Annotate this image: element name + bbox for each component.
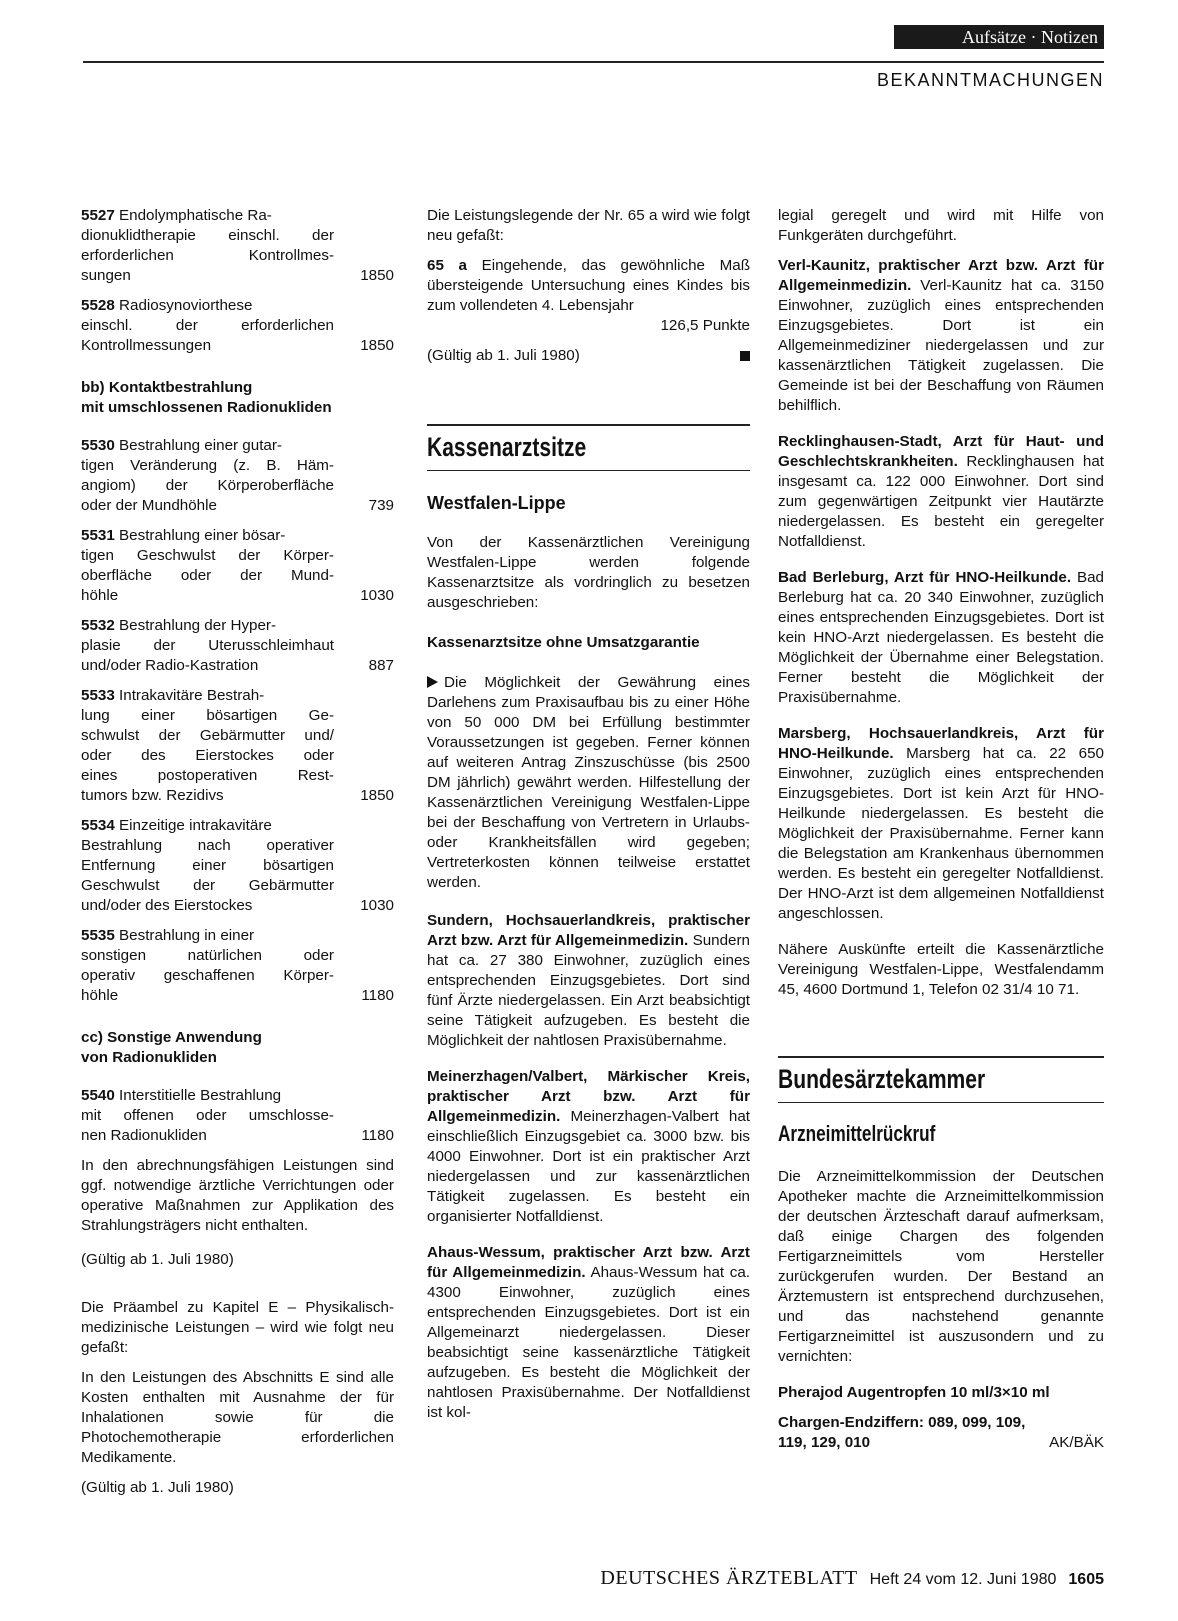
journal-name: DEUTSCHES ÄRZTEBLATT xyxy=(600,1567,858,1589)
entry-number: 5534 xyxy=(81,817,115,834)
entry-fee-value: 1180 xyxy=(361,987,394,1004)
entry-first-line xyxy=(81,686,394,706)
listing-text: Sundern hat ca. 27 380 Einwohner, zuzüglich eines entsprechenden Einzugsgebietes. Dort sind fünf Ärzte niedergelassen. Ein Arzt beabsichtigt seine Tätigkeit aufzugeben. Es besteht die Möglichkeit der nahtlosen Praxisübernahme. xyxy=(427,932,750,1049)
listing-paragraph xyxy=(427,911,750,1051)
heading-rule xyxy=(427,470,750,471)
listing-lead: Recklinghausen-Stadt, Arzt für Haut- und Geschlechtskrankheiten. xyxy=(778,433,1104,470)
entry-text-line: lung einer bösartigen Ge- xyxy=(81,707,334,724)
entry-text-line: sonstigen natürlichen oder xyxy=(81,947,334,964)
entry-text-line: angiom) der Körperoberfläche xyxy=(81,477,334,494)
entry-first-line xyxy=(81,1086,394,1106)
entry-text-line: erforderlichen Kontrollmes- xyxy=(81,247,334,264)
entry-last-row xyxy=(81,986,394,1006)
section-badge: Aufsätze · Notizen xyxy=(894,25,1104,49)
listing-paragraph xyxy=(778,432,1104,552)
listing-paragraph xyxy=(427,1243,750,1423)
listing-text: Marsberg hat ca. 22 650 Einwohner, zuzüglich eines entsprechenden Einzugsgebietes. Dort ist kein Arzt für HNO-Heilkunde niedergelassen. Es besteht die Möglichkeit der Praxisübernahme. Ferner kann die Belegstation am Krankenhaus übernommen werden. Es besteht ein geregelter Notfalldienst. Der HNO-Arzt ist dem allgemeinen Notfalldienst angeschlossen. xyxy=(778,745,1104,922)
entry-fee-value: 1030 xyxy=(360,587,394,604)
entry-value: 126,5 Punkte xyxy=(660,317,750,334)
column-2 xyxy=(427,206,750,1439)
entry-text: tumors bzw. Rezidivs xyxy=(81,787,224,804)
body-paragraph: legial geregelt und wird mit Hilfe von Funkgeräten durchgeführt. xyxy=(778,207,1104,244)
entry-text: nen Radionukliden xyxy=(81,1127,207,1144)
body-paragraph: In den abrechnungsfähigen Leistungen sind ggf. notwendige ärztliche Verrichtungen oder operative Maßnahmen zur Applikation des Strahlungsträgers nicht enthalten. xyxy=(81,1157,394,1234)
subhead-bb: bb) Kontaktbestrahlung mit umschlossenen Radionukliden xyxy=(81,379,332,416)
heading-bundesaerztekammer: Bundesärztekammer xyxy=(778,1064,986,1094)
signature: AK/BÄK xyxy=(1049,1434,1104,1451)
fee-entry xyxy=(81,296,394,356)
entry-number: 5540 xyxy=(81,1087,115,1104)
body-paragraph: In den Leistungen des Abschnitts E sind alle Kosten enthalten mit Ausnahme der für Inhalationen sowie für die Photochemotherapie erforderlichen Medikamente. xyxy=(81,1369,394,1466)
entry-first-line xyxy=(81,206,394,226)
entry-last-row xyxy=(81,496,394,516)
entry-text-line: Geschwulst der Gebärmutter xyxy=(81,877,334,894)
subhead-ohne-umsatzgarantie: Kassenarztsitze ohne Umsatzgarantie xyxy=(427,634,700,651)
validity-note: (Gültig ab 1. Juli 1980) xyxy=(81,1479,234,1496)
triangle-arrow-icon xyxy=(427,676,438,688)
listing-lead: Sundern, Hochsauerlandkreis, praktischer Arzt bzw. Arzt für Allgemeinmedizin. xyxy=(427,912,750,949)
entry-first-line xyxy=(81,526,394,546)
entry-text-line: mit offenen oder umschlosse- xyxy=(81,1107,334,1124)
validity-note: (Gültig ab 1. Juli 1980) xyxy=(81,1251,234,1268)
entry-first-line xyxy=(81,616,394,636)
page-footer xyxy=(470,1567,1104,1590)
entry-text: höhle xyxy=(81,587,119,604)
entry-last-row xyxy=(81,896,394,916)
entry-text-line: operativ geschaffenen Körper- xyxy=(81,967,334,984)
entry-number: 5533 xyxy=(81,687,115,704)
entry-text: Kontrollmessungen xyxy=(81,337,212,354)
entry-text: Bestrahlung der Hyper- xyxy=(119,617,277,634)
entry-text: Bestrahlung einer gutar- xyxy=(119,437,282,454)
fee-entry xyxy=(81,816,394,916)
entry-last-row xyxy=(81,786,394,806)
entry-fee-value: 739 xyxy=(368,497,394,514)
entry-text-line: Bestrahlung nach operativer xyxy=(81,837,334,854)
validity-row xyxy=(427,346,750,366)
entry-number: 5532 xyxy=(81,617,115,634)
body-paragraph: Die Leistungslegende der Nr. 65 a wird wie folgt neu gefaßt: xyxy=(427,207,750,244)
fee-entries-group-c xyxy=(81,1086,394,1146)
entry-text-line: eines postoperativen Rest- xyxy=(81,767,334,784)
entry-text: sungen xyxy=(81,267,131,284)
listing-lead: Ahaus-Wessum, praktischer Arzt bzw. Arzt für Allgemeinmedizin. xyxy=(427,1244,750,1281)
listing-lead: Bad Berleburg, Arzt für HNO-Heilkunde. xyxy=(778,569,1072,586)
body-paragraph: Die Arzneimittelkommission der Deutschen Apotheker machte die Arzneimittelkommission der deutschen Ärzteschaft darauf aufmerksam, daß einige Chargen des folgenden Fertigarzneimittels vom Hersteller zurückgerufen wurden. Der Bestand an Ärztemustern ist entsprechend durchzusehen, und das nachstehend genannte Fertigarzneimittel ist auszusondern und zu vernichten: xyxy=(778,1168,1104,1365)
listing-lead: Marsberg, Hochsauerlandkreis, Arzt für HNO-Heilkunde. xyxy=(778,725,1104,762)
fee-entries-group-a xyxy=(81,206,394,356)
column-3 xyxy=(778,206,1104,1453)
entry-text-line: Entfernung einer bösartigen xyxy=(81,857,334,874)
listing-paragraph xyxy=(778,724,1104,924)
entry-number: 5527 xyxy=(81,207,115,224)
fee-entry xyxy=(81,526,394,606)
listing-text: Recklinghausen hat insgesamt ca. 122 000 Einwohner. Dort sind zum gegenwärtigen Zeitpunkt vier Hautärzte niedergelassen. Es besteht ein geregelter Notfalldienst. xyxy=(778,453,1104,550)
entry-text: und/oder des Eierstockes xyxy=(81,897,253,914)
page-number: 1605 xyxy=(1068,1571,1104,1588)
column-1 xyxy=(81,206,394,1508)
end-mark-icon xyxy=(740,351,750,361)
entry-number: 5530 xyxy=(81,437,115,454)
listing-paragraph xyxy=(778,256,1104,416)
batches-line: Chargen-Endziffern: 089, 099, 109, 119, 129, 010 xyxy=(778,1414,1026,1451)
listing-lead: Verl-Kaunitz, praktischer Arzt bzw. Arzt für Allgemeinmedizin. xyxy=(778,257,1104,294)
header-rule xyxy=(83,61,1104,63)
entry-text: Intrakavitäre Bestrah- xyxy=(119,687,265,704)
listings xyxy=(778,256,1104,924)
entry-text: Bestrahlung in einer xyxy=(119,927,255,944)
heading-rule xyxy=(427,424,750,426)
entry-text-line: einschl. der erforderlichen xyxy=(81,317,334,334)
entry-last-row xyxy=(81,336,394,356)
entry-text: Radiosynoviorthese xyxy=(119,297,253,314)
entry-text: oder der Mundhöhle xyxy=(81,497,217,514)
entry-last-row xyxy=(81,656,394,676)
fee-entry-65a xyxy=(427,256,750,336)
fee-entry xyxy=(81,616,394,676)
entry-text: Bestrahlung einer bösar- xyxy=(119,527,286,544)
entry-text-line: tigen Veränderung (z. B. Häm- xyxy=(81,457,334,474)
issue-info: Heft 24 vom 12. Juni 1980 xyxy=(869,1571,1057,1588)
entry-text: Interstitielle Bestrahlung xyxy=(119,1087,282,1104)
notice-paragraph: Die Möglichkeit der Gewährung eines Darlehens zum Praxisaufbau bis zu einer Höhe von 50 000 DM bei Erfüllung bestimmter Voraussetzungen ist gegeben. Ferner können auf weiteren Antrag Zinszuschüsse (bis 2500 DM jährlich) gewährt werden. Hilfestellung der Kassenärztlichen Vereinigung Westfalen-Lippe bei der Beschaffung von Vertretern in Urlaubs- oder Krankheitsfällen wird gegeben; Vertreterkosten können teilweise erstattet werden. xyxy=(427,674,750,891)
listing-text: Meinerzhagen-Valbert hat einschließlich Einzugsgebiet ca. 3000 bzw. bis 4000 Einwohner. Dort ist ein praktischer Arzt niedergelassen und zur kassenärztlichen Tätigkeit zugelassen. Es besteht ein organisierter Notfalldienst. xyxy=(427,1108,750,1225)
heading-rule xyxy=(778,1056,1104,1058)
body-paragraph: Von der Kassenärztlichen Vereinigung Westfalen-Lippe werden folgende Kassenarztsitze als vordringlich zu besetzen ausgeschrieben: xyxy=(427,534,750,611)
listings xyxy=(427,911,750,1423)
heading-rule xyxy=(778,1102,1104,1103)
fee-entry xyxy=(81,436,394,516)
listing-text: Verl-Kaunitz hat ca. 3150 Einwohner, zuzüglich eines entsprechenden Einzugsgebietes. Dort ist ein Allgemeinmediziner niedergelassen und zur kassenärztlichen Tätigkeit zugelassen. Die Gemeinde ist bei der Beschaffung von Räumen behilflich. xyxy=(778,277,1104,414)
entry-text-line: oder des Eierstockes oder xyxy=(81,747,334,764)
listing-paragraph xyxy=(778,568,1104,708)
entry-text-line: schwulst der Gebärmutter und/ xyxy=(81,727,334,744)
validity-note: (Gültig ab 1. Juli 1980) xyxy=(427,347,580,364)
heading-kassenarztsitze: Kassenarztsitze xyxy=(427,432,587,462)
listing-text: Ahaus-Wessum hat ca. 4300 Einwohner, zuzüglich eines entsprechenden Einzugsgebietes. Dort ist ein Allgemeinarzt niedergelassen. Dieser beabsichtigt seine kassenärztliche Tätigkeit aufzugeben. Es besteht die Möglichkeit der nahtlosen Praxisübernahme. Der Notfalldienst ist kol- xyxy=(427,1264,750,1421)
entry-text-line: tigen Geschwulst der Körper- xyxy=(81,547,334,564)
entry-text: Einzeitige intrakavitäre xyxy=(119,817,272,834)
entry-fee-value: 1850 xyxy=(360,337,394,354)
fee-entry xyxy=(81,206,394,286)
region-heading: Westfalen-Lippe xyxy=(427,493,566,513)
listing-text: Bad Berleburg hat ca. 20 340 Einwohner, zuzüglich eines entsprechenden Einzugsgebietes. Dort ist kein HNO-Arzt niedergelassen. Es besteht die Möglichkeit der Übernahme einer Belegstation. Ferner besteht die Möglichkeit der Praxisübernahme. xyxy=(778,569,1104,706)
entry-first-line xyxy=(81,926,394,946)
entry-number: 5535 xyxy=(81,927,115,944)
entry-last-row xyxy=(81,1126,394,1146)
entry-first-line xyxy=(81,816,394,836)
entry-number: 65 a xyxy=(427,257,467,274)
entry-last-row xyxy=(81,266,394,286)
entry-fee-value: 887 xyxy=(368,657,394,674)
entry-text-line: oberfläche oder der Mund- xyxy=(81,567,334,584)
entry-text: Endolymphatische Ra- xyxy=(119,207,272,224)
fee-entry xyxy=(81,1086,394,1146)
listing-lead: Meinerzhagen/Valbert, Märkischer Kreis, praktischer Arzt bzw. Arzt für Allgemeinmedizin. xyxy=(427,1068,750,1125)
entry-fee-value: 1850 xyxy=(360,787,394,804)
listing-paragraph xyxy=(427,1067,750,1227)
subheading-arzneimittelrueckruf: Arzneimittelrückruf xyxy=(778,1121,936,1146)
product-line: Pherajod Augentropfen 10 ml/3×10 ml xyxy=(778,1384,1050,1401)
entry-first-line xyxy=(81,296,394,316)
entry-text: höhle xyxy=(81,987,119,1004)
subhead-cc: cc) Sonstige Anwendung von Radionukliden xyxy=(81,1029,262,1066)
entry-number: 5528 xyxy=(81,297,115,314)
entry-number: 5531 xyxy=(81,527,115,544)
entry-text: und/oder Radio-Kastration xyxy=(81,657,259,674)
body-paragraph: Die Präambel zu Kapitel E – Physikalisch-medizinische Leistungen – wird wie folgt neu gefaßt: xyxy=(81,1299,394,1356)
entry-text-line: dionuklidtherapie einschl. der xyxy=(81,227,334,244)
section-heading: BEKANNTMACHUNGEN xyxy=(876,70,1104,90)
entry-fee-value: 1030 xyxy=(360,897,394,914)
contact-paragraph: Nähere Auskünfte erteilt die Kassenärztliche Vereinigung Westfalen-Lippe, Westfalendamm 45, 4600 Dortmund 1, Telefon 02 31/4 10 71. xyxy=(778,941,1104,998)
entry-first-line xyxy=(81,436,394,456)
entry-fee-value: 1850 xyxy=(360,267,394,284)
fee-entry xyxy=(81,926,394,1006)
entry-text: Eingehende, das gewöhnliche Maß übersteigende Untersuchung eines Kindes bis zum vollendeten 4. Lebensjahr xyxy=(427,257,750,314)
entry-text-line: plasie der Uterusschleimhaut xyxy=(81,637,334,654)
entry-last-row xyxy=(81,586,394,606)
entry-fee-value: 1180 xyxy=(361,1127,394,1144)
fee-entry xyxy=(81,686,394,806)
fee-entries-group-b xyxy=(81,436,394,1006)
